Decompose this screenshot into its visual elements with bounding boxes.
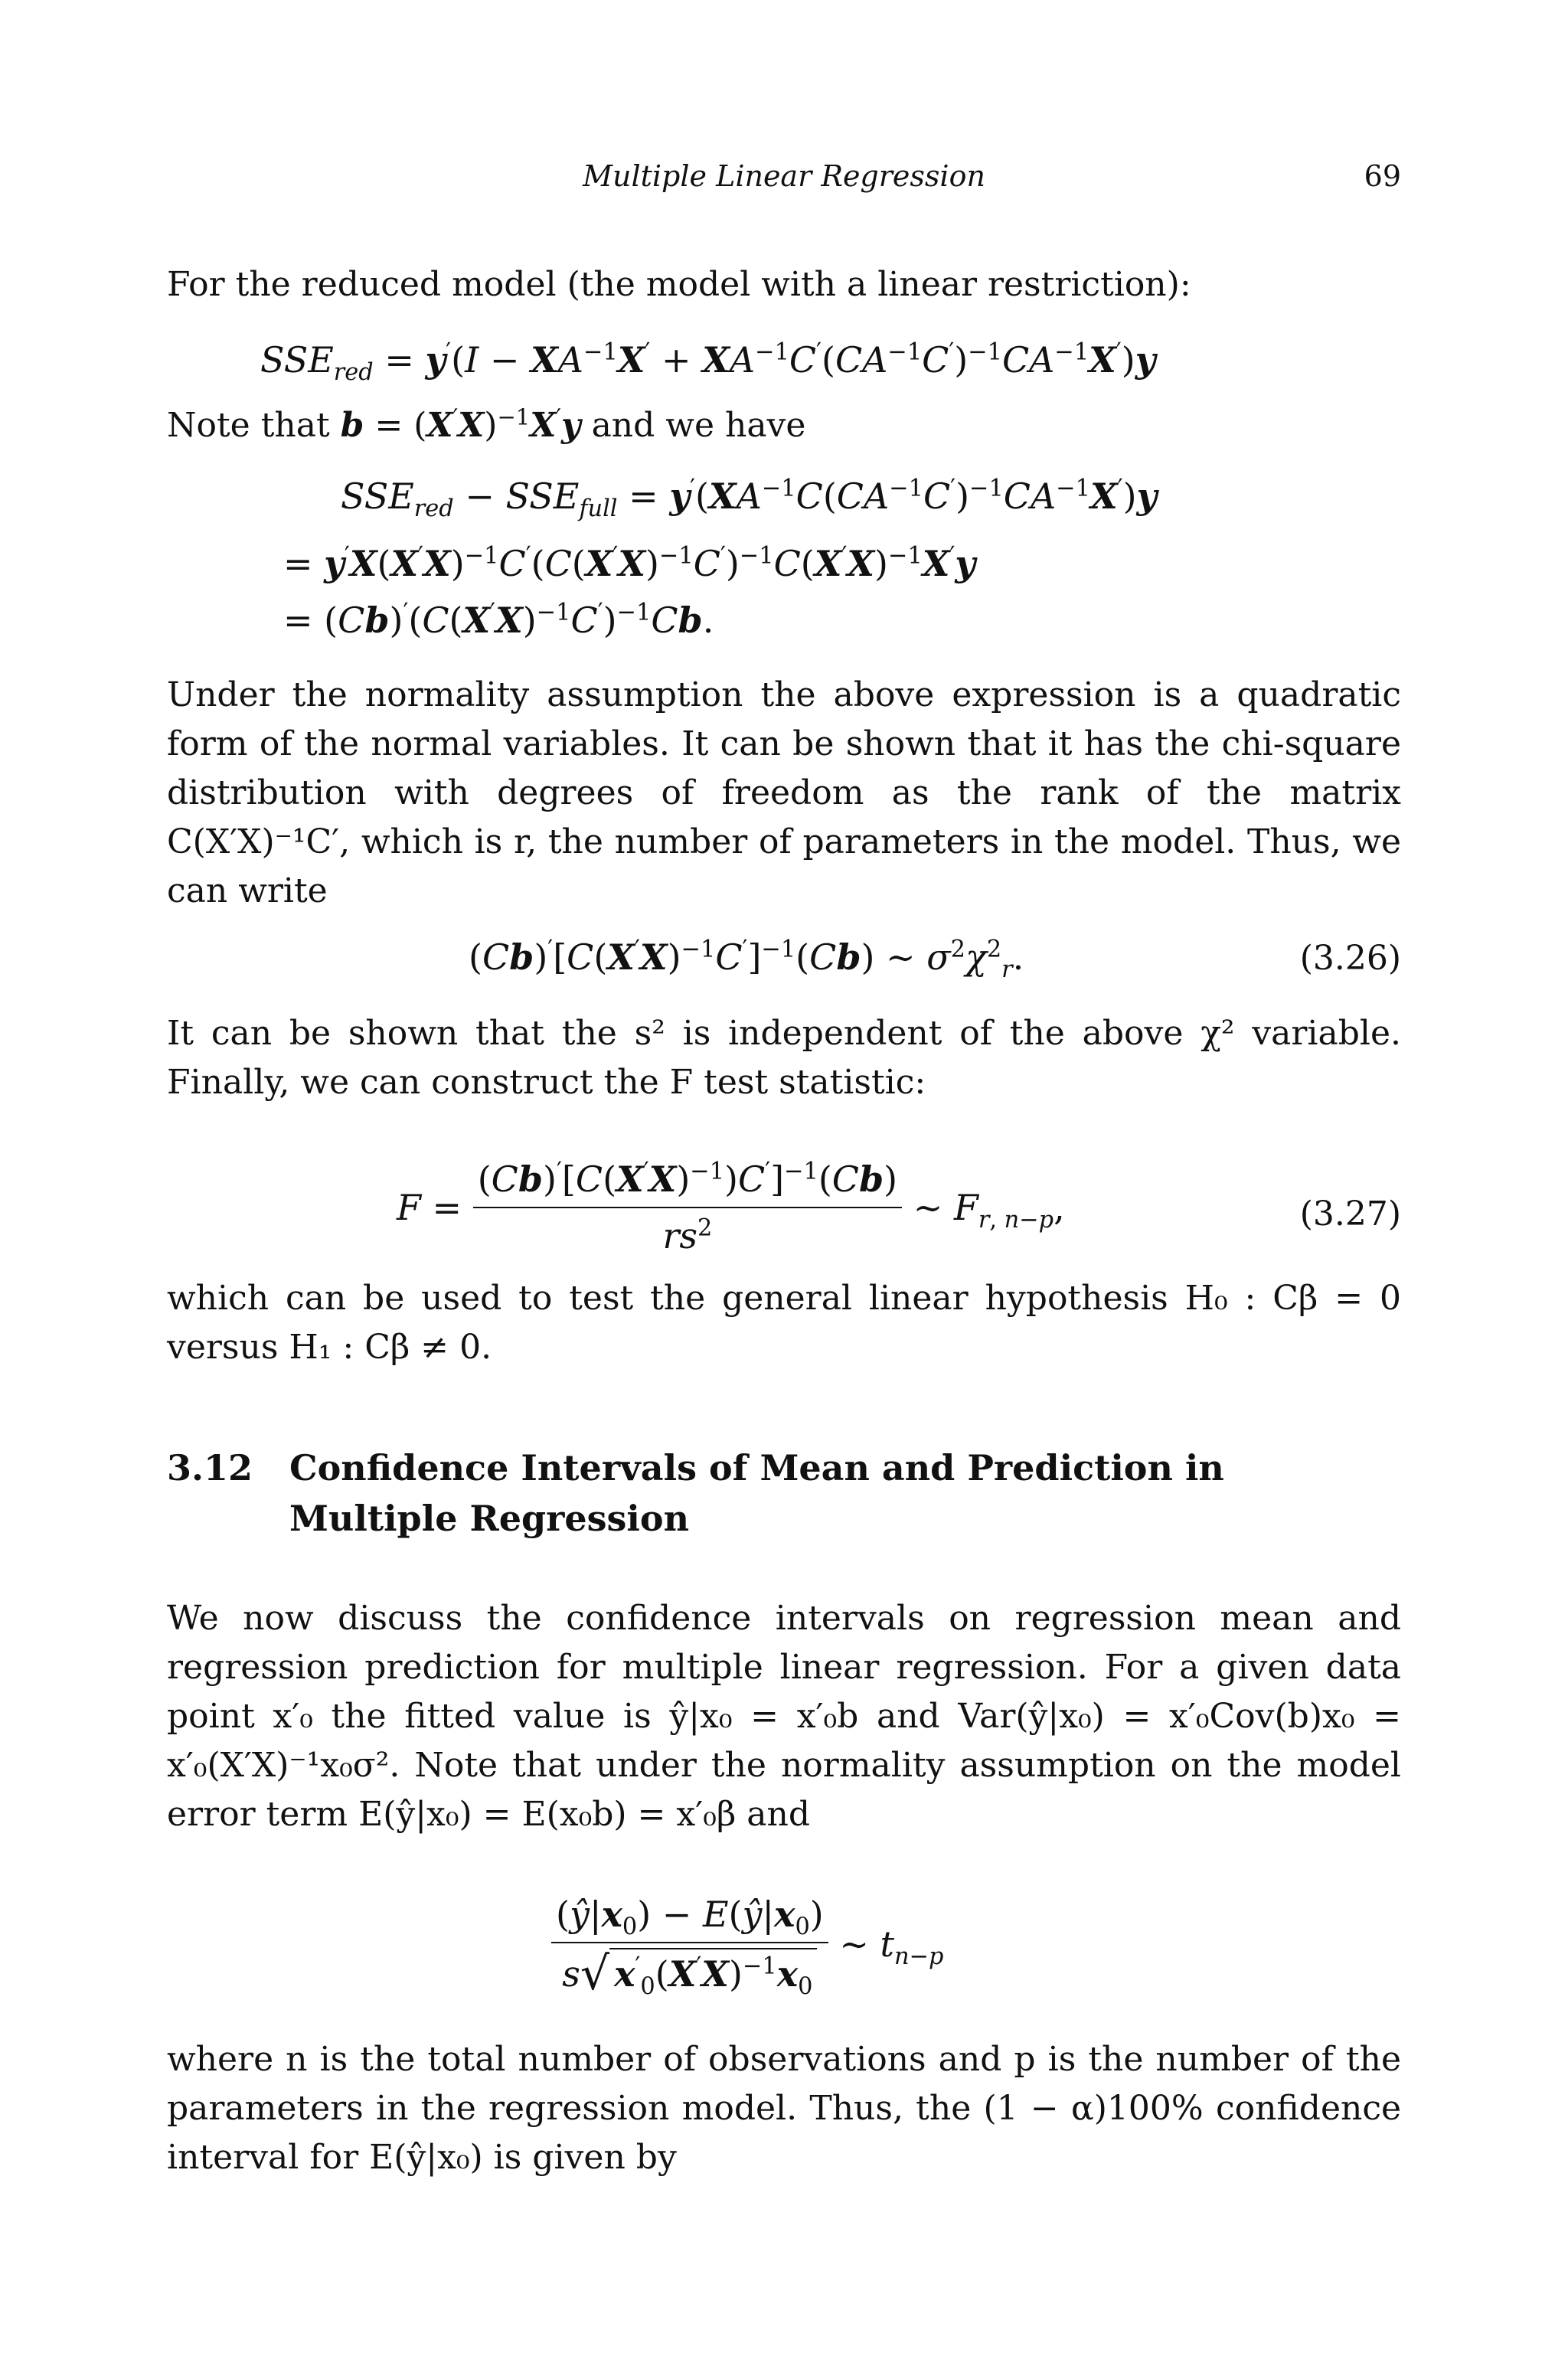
eq-327-fraction xyxy=(473,1156,902,1259)
paragraph-general-hypothesis xyxy=(167,1274,1401,1372)
eq-327-rhs: ∼ $F_{r, n-p}$, xyxy=(913,1187,1065,1234)
running-header xyxy=(0,159,1568,198)
eq-t-rhs: ∼ $t_{n-p}$ xyxy=(839,1923,944,1971)
running-title: Multiple Linear Regression xyxy=(583,159,985,193)
equation-sse-diff-line2: = $y'X(X'X)^{-1}C'(C(X'X)^{-1}C')^{-1}C(X'X)^{-1}X'y$ xyxy=(283,542,976,584)
paragraph-text: which can be used to test the general linear hypothesis H₀ : Cβ = 0 versus H₁ : Cβ ≠ 0. xyxy=(167,1279,1401,1367)
equation-3-27 xyxy=(397,1156,1065,1259)
paragraph-text: We now discuss the confidence intervals on regression mean and regression prediction for multiple linear regression. For a given data point x′₀ the fitted value is ŷ|x₀ = x′₀b and Var(ŷ|x₀) = x′₀Cov(b)x₀ = x′₀(X′X)⁻¹x₀σ². Note that under the normality assumption on the model error term E(ŷ|x₀) = E(x₀b) = x′₀β and xyxy=(167,1599,1401,1834)
section-number: 3.12 xyxy=(167,1447,253,1489)
eq-t-numerator: $(ŷ|x_0)$ − $E(ŷ|x_0)$ xyxy=(551,1891,828,1943)
paragraph-s2-independent xyxy=(167,1009,1401,1107)
paragraph-text: Under the normality assumption the above expression is a quadratic form of the normal variables. It can be shown that it has the chi-square distribution with degrees of freedom as the rank of the matrix C(X′X)⁻¹C′, which is r, the number of parameters in the model. Thus, we can write xyxy=(167,675,1401,910)
eq-t-fraction xyxy=(551,1891,828,2001)
eq-327-lhs: F = xyxy=(397,1187,462,1228)
paragraph-normality xyxy=(167,671,1401,916)
text-and-we-have: and we have xyxy=(591,406,806,445)
eq-327-numerator: $(Cb)'[C(X'X)^{-1})C']^{-1}(Cb)$ xyxy=(473,1156,902,1208)
paragraph-text: Note that $b = (X'X)^{-1}X'y$ and we have xyxy=(167,404,806,445)
equation-sse-red: $SSE_{red} = y'(I - XA^{-1}X' + XA^{-1}C'(CA^{-1}C')^{-1}CA^{-1}X')y$ xyxy=(260,338,1156,387)
equation-number-3-27: (3.27) xyxy=(1299,1194,1401,1234)
paragraph-confidence-intervals xyxy=(167,1594,1401,1839)
eq-t-radicand: $x'_0(X'X)^{-1}x_0$ xyxy=(609,1948,817,1997)
equation-t-statistic xyxy=(551,1891,944,2001)
paragraph-note-b xyxy=(167,401,1401,450)
equation-number-3-26: (3.26) xyxy=(1299,939,1401,978)
paragraph-text: where n is the total number of observations and p is the number of the parameters in the regression model. Thus, the (1 − α)100% confidence interval for E(ŷ|x₀) is given by xyxy=(167,2040,1401,2177)
eq-327-denominator: $rs^2$ xyxy=(662,1214,713,1257)
equation-3-26: $(Cb)'[C(X'X)^{-1}C']^{-1}(Cb)$ ∼ $\sigma^2\chi^2_r$. xyxy=(469,936,1024,984)
sqrt-icon: √ xyxy=(580,1947,610,2001)
paragraph-where-n xyxy=(167,2035,1401,2182)
eq-t-s: s xyxy=(562,1953,580,1995)
paragraph-reduced-model xyxy=(167,260,1401,309)
section-heading-3-12 xyxy=(167,1443,1401,1544)
eq-t-denominator xyxy=(551,1943,828,2001)
text-note-that: Note that xyxy=(167,406,330,445)
paragraph-text: For the reduced model (the model with a linear restriction): xyxy=(167,265,1191,304)
paragraph-text: It can be shown that the s² is independent of the above χ² variable. Finally, we can construct the F test statistic: xyxy=(167,1014,1401,1102)
equation-sse-diff-line3: = $(Cb)'(C(X'X)^{-1}C')^{-1}Cb$. xyxy=(283,599,714,641)
equation-sse-diff-line1: $SSE_{red} - SSE_{full} = y'(XA^{-1}C(CA^{-1}C')^{-1}CA^{-1}X')y$ xyxy=(341,475,1158,523)
section-title: Confidence Intervals of Mean and Prediction in Multiple Regression xyxy=(289,1447,1224,1539)
page-number: 69 xyxy=(1364,159,1401,193)
